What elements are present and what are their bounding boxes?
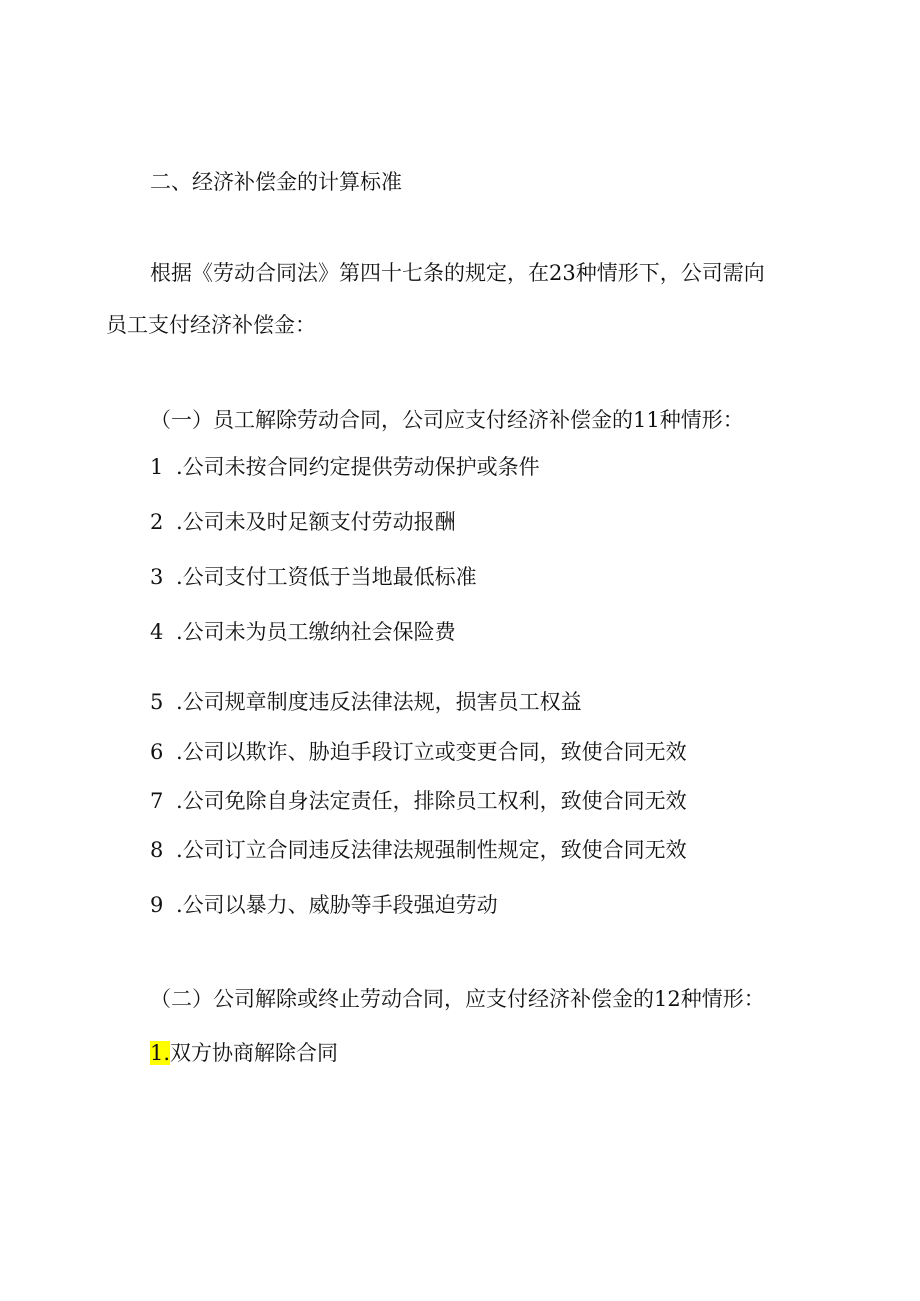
intro-paragraph-line-1: 根据《劳动合同法》第四十七条的规定，在23种情形下，公司需向 xyxy=(150,261,765,285)
list-item-text: .公司规章制度违反法律法规，损害员工权益 xyxy=(176,690,582,714)
list-item-1 xyxy=(150,452,540,482)
list-item-8 xyxy=(150,835,687,865)
list-item-number: 2 xyxy=(150,510,164,534)
subsection-2-item-1 xyxy=(150,1038,338,1068)
list-item-number: 5 xyxy=(150,690,164,714)
list-item-text: .公司未按合同约定提供劳动保护或条件 xyxy=(176,455,540,479)
list-item-number: 9 xyxy=(150,893,164,917)
list-item-9 xyxy=(150,890,498,920)
list-item-7 xyxy=(150,786,687,816)
list-item-text: .公司未及时足额支付劳动报酬 xyxy=(176,510,456,534)
list-item-number: 1 xyxy=(150,455,164,479)
list-item-text: .公司支付工资低于当地最低标准 xyxy=(176,565,477,589)
list-item-4 xyxy=(150,617,456,647)
list-item-text: .公司以暴力、威胁等手段强迫劳动 xyxy=(176,893,498,917)
list-item-number: 8 xyxy=(150,838,164,862)
list-item-text: .公司免除自身法定责任，排除员工权利，致使合同无效 xyxy=(176,789,687,813)
list-item-text: .公司订立合同违反法律法规强制性规定，致使合同无效 xyxy=(176,838,687,862)
list-item-number: 7 xyxy=(150,789,164,813)
section-heading: 二、经济补偿金的计算标准 xyxy=(150,170,402,194)
intro-paragraph-line-2: 员工支付经济补偿金： xyxy=(106,313,316,337)
subsection-1-title: （一）员工解除劳动合同，公司应支付经济补偿金的11种情形： xyxy=(150,408,744,432)
list-item-number: 4 xyxy=(150,620,164,644)
subsection-2-title: （二）公司解除或终止劳动合同，应支付经济补偿金的12种情形： xyxy=(150,987,765,1011)
list-item-2 xyxy=(150,507,456,537)
list-item-6 xyxy=(150,737,687,767)
list-item-number: 3 xyxy=(150,565,164,589)
list-item-text: .公司以欺诈、胁迫手段订立或变更合同，致使合同无效 xyxy=(176,740,687,764)
list-item-3 xyxy=(150,562,477,592)
list-item-text: 双方协商解除合同 xyxy=(170,1041,339,1065)
list-item-5 xyxy=(150,687,582,717)
highlighted-item-number: 1. xyxy=(150,1041,171,1065)
list-item-number: 6 xyxy=(150,740,164,764)
list-item-text: .公司未为员工缴纳社会保险费 xyxy=(176,620,456,644)
